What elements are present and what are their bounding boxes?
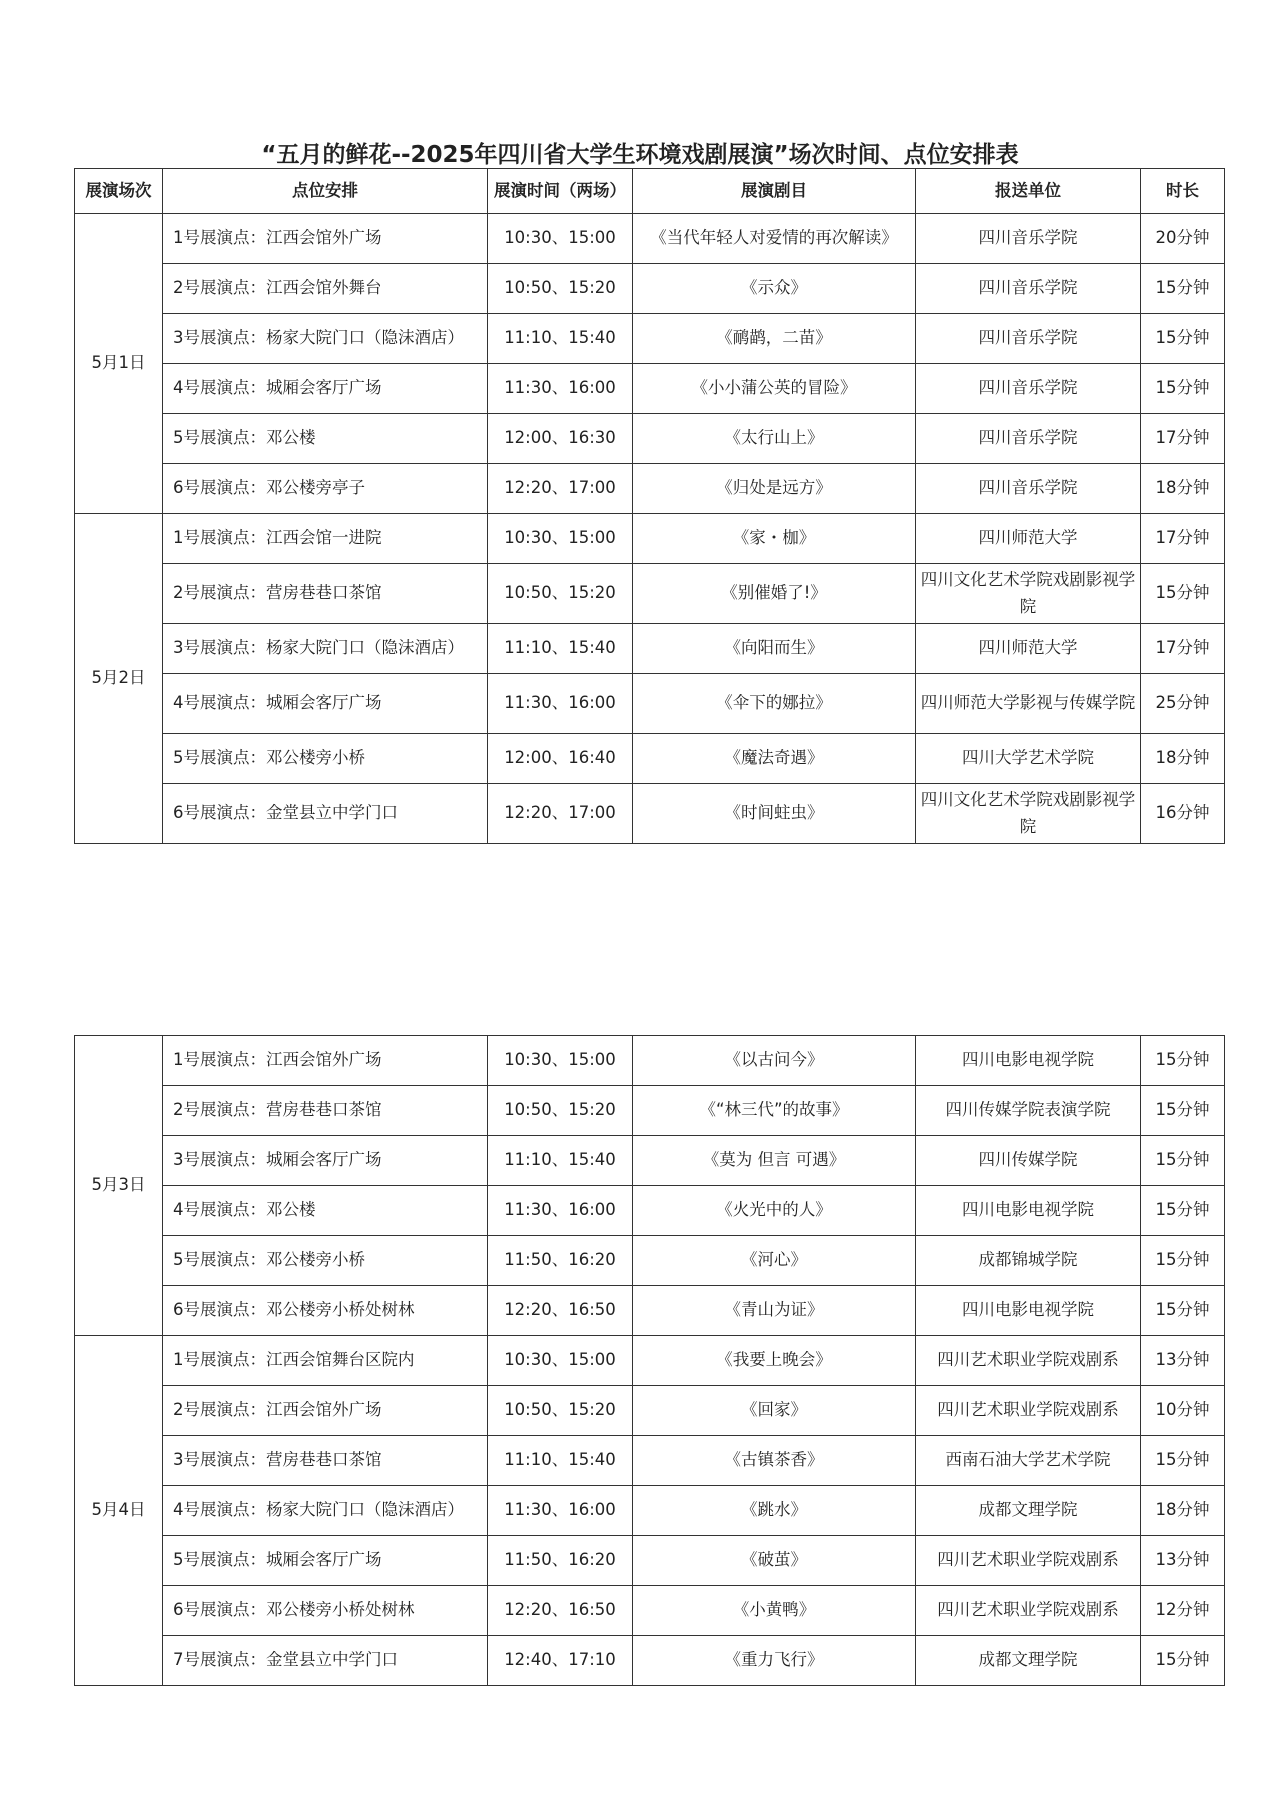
time-cell: 10:30、15:00 (488, 1036, 633, 1086)
time-cell: 12:20、17:00 (488, 464, 633, 514)
play-cell: 《太行山上》 (633, 414, 916, 464)
play-cell: 《跳水》 (633, 1486, 916, 1536)
table-row (75, 784, 1225, 844)
play-cell: 《向阳而生》 (633, 624, 916, 674)
play-cell: 《家・枷》 (633, 514, 916, 564)
location-cell: 5号展演点：邓公楼 (163, 414, 488, 464)
table-row (75, 1186, 1225, 1236)
location-cell: 3号展演点：杨家大院门口（隐沫酒店） (163, 314, 488, 364)
table-row (75, 214, 1225, 264)
play-cell: 《别催婚了!》 (633, 564, 916, 624)
time-cell: 10:50、15:20 (488, 264, 633, 314)
duration-cell: 13分钟 (1141, 1336, 1225, 1386)
duration-cell: 15分钟 (1141, 1236, 1225, 1286)
duration-cell: 25分钟 (1141, 674, 1225, 734)
table-row (75, 734, 1225, 784)
play-cell: 《“林三代”的故事》 (633, 1086, 916, 1136)
location-cell: 7号展演点：金堂县立中学门口 (163, 1636, 488, 1686)
schedule-table-page-1 (74, 168, 1225, 844)
duration-cell: 15分钟 (1141, 1186, 1225, 1236)
header-time: 展演时间（两场） (488, 169, 633, 214)
time-cell: 12:20、16:50 (488, 1586, 633, 1636)
play-cell: 《魔法奇遇》 (633, 734, 916, 784)
unit-cell: 四川音乐学院 (916, 214, 1141, 264)
table-row (75, 674, 1225, 734)
play-cell: 《河心》 (633, 1236, 916, 1286)
time-cell: 12:40、17:10 (488, 1636, 633, 1686)
time-cell: 11:30、16:00 (488, 1486, 633, 1536)
header-unit: 报送单位 (916, 169, 1141, 214)
table-row (75, 1486, 1225, 1536)
duration-cell: 15分钟 (1141, 264, 1225, 314)
duration-cell: 17分钟 (1141, 414, 1225, 464)
unit-cell: 成都文理学院 (916, 1486, 1141, 1536)
unit-cell: 四川艺术职业学院戏剧系 (916, 1336, 1141, 1386)
play-cell: 《回家》 (633, 1386, 916, 1436)
session-date-cell: 5月4日 (75, 1336, 163, 1686)
time-cell: 10:50、15:20 (488, 1086, 633, 1136)
play-cell: 《青山为证》 (633, 1286, 916, 1336)
table-row (75, 1286, 1225, 1336)
location-cell: 3号展演点：营房巷巷口茶馆 (163, 1436, 488, 1486)
table-row (75, 1086, 1225, 1136)
location-cell: 6号展演点：金堂县立中学门口 (163, 784, 488, 844)
table-row (75, 1586, 1225, 1636)
unit-cell: 四川电影电视学院 (916, 1036, 1141, 1086)
unit-cell: 四川大学艺术学院 (916, 734, 1141, 784)
table-row (75, 1236, 1225, 1286)
table-row (75, 364, 1225, 414)
schedule-body-page-1 (75, 214, 1225, 844)
duration-cell: 18分钟 (1141, 1486, 1225, 1536)
time-cell: 11:30、16:00 (488, 674, 633, 734)
play-cell: 《示众》 (633, 264, 916, 314)
duration-cell: 15分钟 (1141, 1136, 1225, 1186)
table-row (75, 314, 1225, 364)
time-cell: 12:20、16:50 (488, 1286, 633, 1336)
session-date-cell: 5月3日 (75, 1036, 163, 1336)
time-cell: 11:10、15:40 (488, 624, 633, 674)
play-cell: 《小小蒲公英的冒险》 (633, 364, 916, 414)
unit-cell: 四川音乐学院 (916, 464, 1141, 514)
location-cell: 4号展演点：邓公楼 (163, 1186, 488, 1236)
play-cell: 《伞下的娜拉》 (633, 674, 916, 734)
header-duration: 时长 (1141, 169, 1225, 214)
time-cell: 11:30、16:00 (488, 364, 633, 414)
unit-cell: 四川艺术职业学院戏剧系 (916, 1536, 1141, 1586)
time-cell: 11:10、15:40 (488, 314, 633, 364)
play-cell: 《小黄鸭》 (633, 1586, 916, 1636)
table-row (75, 1336, 1225, 1386)
time-cell: 10:50、15:20 (488, 564, 633, 624)
header-session: 展演场次 (75, 169, 163, 214)
table-row (75, 264, 1225, 314)
table-row (75, 464, 1225, 514)
table-row (75, 1636, 1225, 1686)
play-cell: 《归处是远方》 (633, 464, 916, 514)
table-row (75, 1386, 1225, 1436)
unit-cell: 四川艺术职业学院戏剧系 (916, 1586, 1141, 1636)
unit-cell: 四川音乐学院 (916, 364, 1141, 414)
location-cell: 3号展演点：杨家大院门口（隐沫酒店） (163, 624, 488, 674)
location-cell: 2号展演点：营房巷巷口茶馆 (163, 1086, 488, 1136)
unit-cell: 四川师范大学影视与传媒学院 (916, 674, 1141, 734)
duration-cell: 15分钟 (1141, 314, 1225, 364)
header-location: 点位安排 (163, 169, 488, 214)
duration-cell: 15分钟 (1141, 364, 1225, 414)
table-header-row (75, 169, 1225, 214)
duration-cell: 10分钟 (1141, 1386, 1225, 1436)
time-cell: 12:00、16:30 (488, 414, 633, 464)
location-cell: 6号展演点：邓公楼旁亭子 (163, 464, 488, 514)
play-cell: 《以古问今》 (633, 1036, 916, 1086)
duration-cell: 15分钟 (1141, 1036, 1225, 1086)
time-cell: 10:30、15:00 (488, 1336, 633, 1386)
header-play: 展演剧目 (633, 169, 916, 214)
unit-cell: 四川师范大学 (916, 514, 1141, 564)
unit-cell: 四川艺术职业学院戏剧系 (916, 1386, 1141, 1436)
location-cell: 4号展演点：杨家大院门口（隐沫酒店） (163, 1486, 488, 1536)
schedule-table-page-2 (74, 1035, 1225, 1686)
duration-cell: 15分钟 (1141, 1636, 1225, 1686)
duration-cell: 18分钟 (1141, 734, 1225, 784)
play-cell: 《古镇茶香》 (633, 1436, 916, 1486)
play-cell: 《时间蛀虫》 (633, 784, 916, 844)
unit-cell: 四川传媒学院 (916, 1136, 1141, 1186)
schedule-body-page-2 (75, 1036, 1225, 1686)
location-cell: 5号展演点：邓公楼旁小桥 (163, 734, 488, 784)
time-cell: 11:50、16:20 (488, 1236, 633, 1286)
time-cell: 12:20、17:00 (488, 784, 633, 844)
location-cell: 2号展演点：江西会馆外舞台 (163, 264, 488, 314)
table-row (75, 414, 1225, 464)
table-row (75, 1136, 1225, 1186)
location-cell: 5号展演点：邓公楼旁小桥 (163, 1236, 488, 1286)
location-cell: 5号展演点：城厢会客厅广场 (163, 1536, 488, 1586)
time-cell: 10:30、15:00 (488, 514, 633, 564)
unit-cell: 四川文化艺术学院戏剧影视学院 (916, 784, 1141, 844)
document-title: “五月的鲜花--2025年四川省大学生环境戏剧展演”场次时间、点位安排表 (261, 142, 1019, 168)
play-cell: 《莫为 但言 可遇》 (633, 1136, 916, 1186)
table-row (75, 1436, 1225, 1486)
unit-cell: 四川电影电视学院 (916, 1286, 1141, 1336)
location-cell: 4号展演点：城厢会客厅广场 (163, 674, 488, 734)
time-cell: 11:30、16:00 (488, 1186, 633, 1236)
time-cell: 12:00、16:40 (488, 734, 633, 784)
play-cell: 《鸸鹋，二苗》 (633, 314, 916, 364)
location-cell: 2号展演点：营房巷巷口茶馆 (163, 564, 488, 624)
time-cell: 11:10、15:40 (488, 1136, 633, 1186)
play-cell: 《我要上晚会》 (633, 1336, 916, 1386)
duration-cell: 16分钟 (1141, 784, 1225, 844)
location-cell: 4号展演点：城厢会客厅广场 (163, 364, 488, 414)
table-row (75, 624, 1225, 674)
duration-cell: 17分钟 (1141, 514, 1225, 564)
unit-cell: 四川传媒学院表演学院 (916, 1086, 1141, 1136)
location-cell: 1号展演点：江西会馆舞台区院内 (163, 1336, 488, 1386)
play-cell: 《重力飞行》 (633, 1636, 916, 1686)
location-cell: 1号展演点：江西会馆外广场 (163, 1036, 488, 1086)
location-cell: 6号展演点：邓公楼旁小桥处树林 (163, 1586, 488, 1636)
play-cell: 《火光中的人》 (633, 1186, 916, 1236)
location-cell: 6号展演点：邓公楼旁小桥处树林 (163, 1286, 488, 1336)
unit-cell: 四川文化艺术学院戏剧影视学院 (916, 564, 1141, 624)
duration-cell: 13分钟 (1141, 1536, 1225, 1586)
session-date-cell: 5月1日 (75, 214, 163, 514)
unit-cell: 西南石油大学艺术学院 (916, 1436, 1141, 1486)
unit-cell: 成都文理学院 (916, 1636, 1141, 1686)
duration-cell: 15分钟 (1141, 1436, 1225, 1486)
table-row (75, 564, 1225, 624)
table-row (75, 1036, 1225, 1086)
play-cell: 《当代年轻人对爱情的再次解读》 (633, 214, 916, 264)
table-row (75, 514, 1225, 564)
location-cell: 2号展演点：江西会馆外广场 (163, 1386, 488, 1436)
duration-cell: 15分钟 (1141, 1086, 1225, 1136)
duration-cell: 12分钟 (1141, 1586, 1225, 1636)
time-cell: 10:30、15:00 (488, 214, 633, 264)
location-cell: 1号展演点：江西会馆一进院 (163, 514, 488, 564)
unit-cell: 四川音乐学院 (916, 314, 1141, 364)
play-cell: 《破茧》 (633, 1536, 916, 1586)
unit-cell: 成都锦城学院 (916, 1236, 1141, 1286)
duration-cell: 15分钟 (1141, 564, 1225, 624)
unit-cell: 四川音乐学院 (916, 264, 1141, 314)
unit-cell: 四川电影电视学院 (916, 1186, 1141, 1236)
location-cell: 1号展演点：江西会馆外广场 (163, 214, 488, 264)
table-row (75, 1536, 1225, 1586)
time-cell: 11:50、16:20 (488, 1536, 633, 1586)
unit-cell: 四川音乐学院 (916, 414, 1141, 464)
duration-cell: 17分钟 (1141, 624, 1225, 674)
time-cell: 11:10、15:40 (488, 1436, 633, 1486)
time-cell: 10:50、15:20 (488, 1386, 633, 1436)
duration-cell: 18分钟 (1141, 464, 1225, 514)
unit-cell: 四川师范大学 (916, 624, 1141, 674)
session-date-cell: 5月2日 (75, 514, 163, 844)
location-cell: 3号展演点：城厢会客厅广场 (163, 1136, 488, 1186)
duration-cell: 20分钟 (1141, 214, 1225, 264)
duration-cell: 15分钟 (1141, 1286, 1225, 1336)
